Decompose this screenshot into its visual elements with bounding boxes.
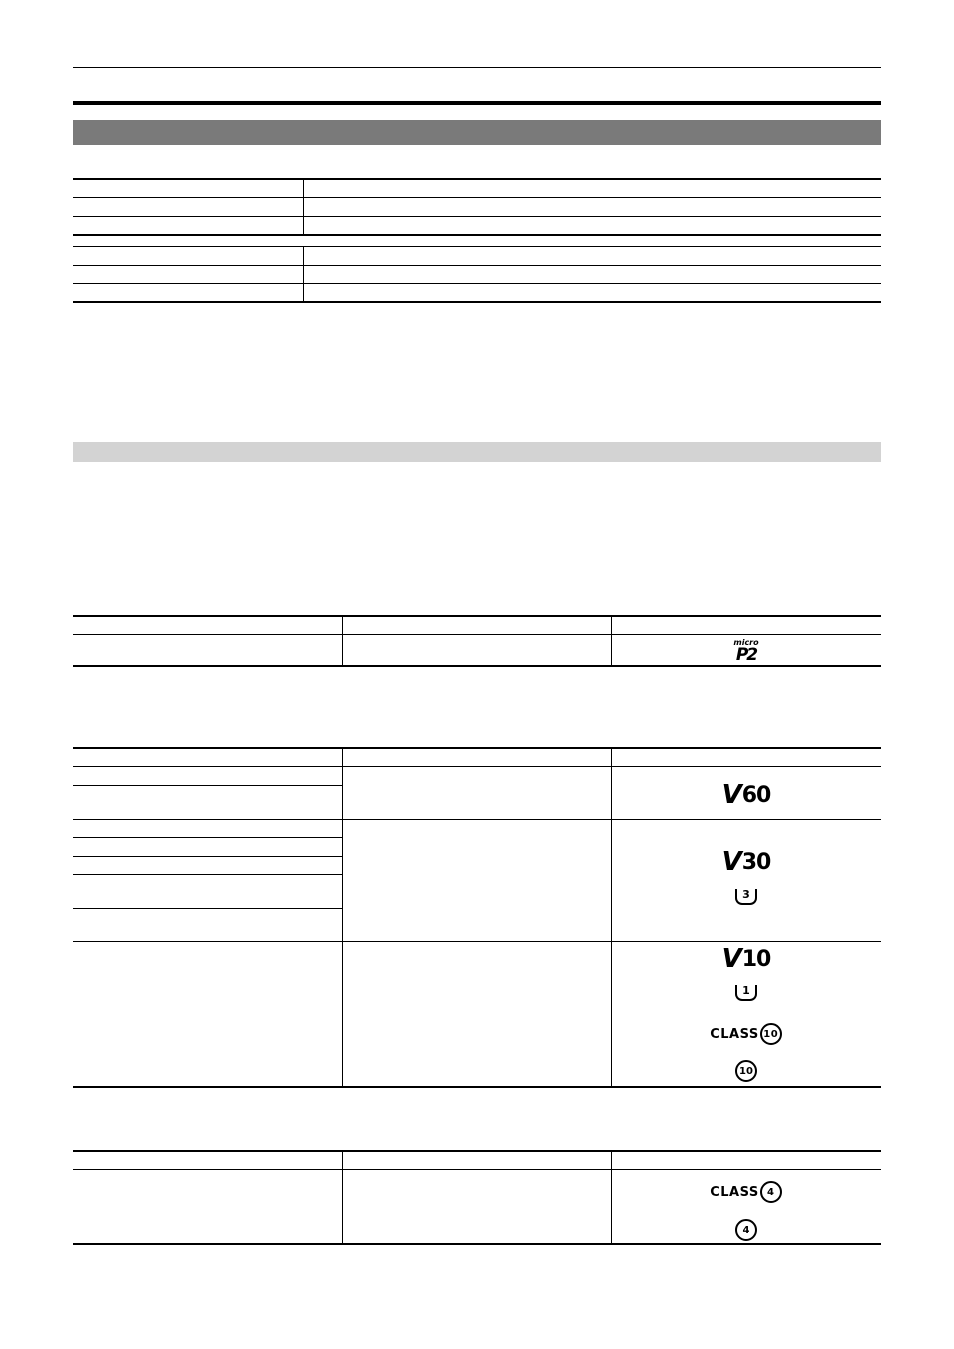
section-heading-bar [73,120,881,145]
micro-p2-logo: micro P2 [733,638,759,665]
header-thick-rule [73,101,881,105]
class-4-circle-icon: 4 [732,1218,760,1242]
video-speed-class-v30-icon: V 30 [721,847,771,877]
speed-class-10-logo-icon: CLASS 10 [700,1022,792,1046]
video-speed-class-v60-icon: V 60 [721,780,771,810]
subsection-heading-bar [73,442,881,462]
header-thin-rule [73,67,881,68]
uhs-speed-class-3-icon: 3 [734,887,758,907]
video-speed-class-v10-icon: V 10 [721,944,771,974]
class-10-circle-icon: 10 [732,1059,760,1083]
speed-class-4-logo-icon: CLASS 4 [700,1180,792,1204]
uhs-speed-class-1-icon: 1 [734,983,758,1003]
